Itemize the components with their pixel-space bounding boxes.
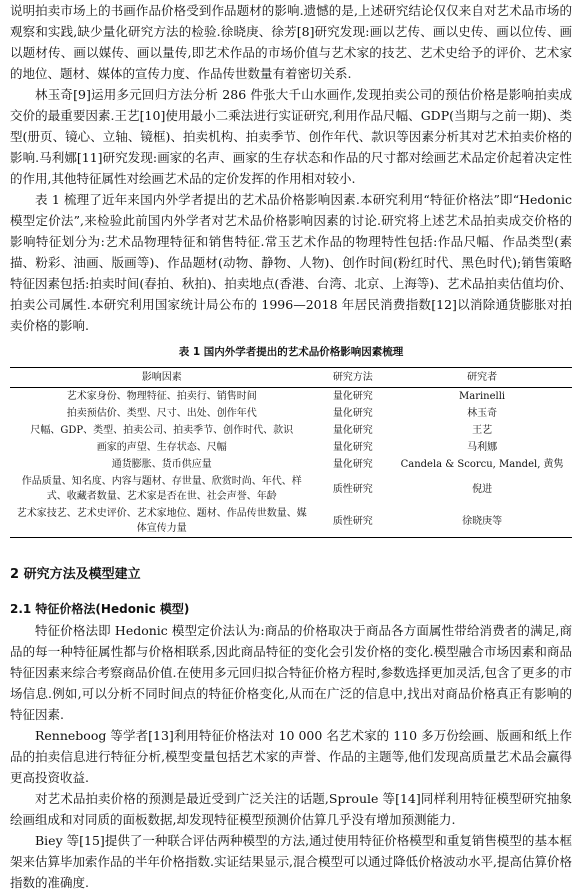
paper-page: [10, 0, 572, 893]
table-cell: 质性研究: [332, 483, 373, 495]
subsection-title: 2.1 特征价格法(Hedonic 模型): [10, 602, 190, 616]
table-cell: 通货膨胀、货币供应量: [111, 459, 212, 470]
table-cell: 王艺: [472, 425, 493, 436]
table-cell: 林玉奇: [467, 408, 498, 419]
table-header: 研究者: [392, 368, 572, 388]
table-cell: 马利娜: [467, 442, 498, 453]
table-row: [10, 473, 572, 505]
table-row: [10, 439, 572, 456]
table-cell: 画家的声望、生存状态、尺幅: [96, 442, 227, 453]
table-cell: 作品质量、知名度、内容与题材、存世量、欣赏时尚、年代、样式、收藏者数量、艺术家是否在世、社会声誉、年龄: [21, 476, 302, 502]
factors-table: [10, 367, 572, 538]
table-row: [10, 422, 572, 439]
table-cell: Marinelli: [459, 391, 506, 402]
table-cell: 倪进: [472, 483, 493, 495]
paragraph: 特征价格法即 Hedonic 模型定价法认为:商品的价格取决于商品各方面属性带给消费者的满足,商品的每一种特征属性都与价格相联系,因此商品特征的变化会引发价格的变化.模型融合市场因素和商品特征因素来综合考察商品价值.在使用多元回归拟合特征价格方程时,参数选择更加灵活,包含了更多的市场信息.例如,可以分析不同时间点的特征价格变化,从而在广泛的信息中,找出对商品价格真正有影响的特征因素.: [10, 623, 572, 722]
table-row: [10, 456, 572, 473]
table-cell: 艺术家技艺、艺术史评价、艺术家地位、题材、作品传世数量、媒体宣传力量: [10, 505, 313, 538]
table-row: [10, 388, 572, 406]
table-cell: 量化研究: [332, 442, 373, 453]
paragraph: 表 1 梳理了近年来国内外学者提出的艺术品价格影响因素.本研究利用“特征价格法”即“Hedonic 模型定价法”,来检验此前国内外学者对艺术品价格影响因素的讨论.研究将上述艺术品拍卖成交价格的影响特征划分为:艺术品物理特征和销售特征.常玉艺术作品的物理特性包括:作品尺幅、作品类型(素描、粉彩、油画、版画等)、作品题材(动物、静物、人物)、创作时间(粉红时代、黑色时代);销售策略特征因素包括:拍卖时间(春拍、秋拍)、拍卖地点(香港、台湾、北京、上海等)、艺术品拍卖估值均价、拍卖公司属性.本研究利用国家统计局公布的 1996—2018 年居民消费指数[12]以消除通货膨胀对拍卖价格的影响.: [10, 192, 572, 333]
table-caption: 表 1 国内外学者提出的艺术品价格影响因素梳理: [178, 346, 404, 358]
table-cell: 拍卖预估价、类型、尺寸、出处、创作年代: [66, 408, 257, 419]
table-header: 影响因素: [10, 368, 313, 388]
table-cell: 量化研究: [332, 459, 373, 470]
table-header-row: [10, 368, 572, 388]
table-cell: 质性研究: [313, 505, 392, 538]
table-cell: 艺术家身份、物理特征、拍卖行、销售时间: [66, 391, 257, 402]
table-cell: 量化研究: [332, 425, 373, 436]
table-cell: 尺幅、GDP、类型、拍卖公司、拍卖季节、创作时代、款识: [30, 425, 294, 436]
paragraph: 说明拍卖市场上的书画作品价格受到作品题材的影响.遗憾的是,上述研究结论仅仅来自对艺术品市场的观察和实践,缺少量化研究方法的检验.徐晓庚、徐芳[8]研究发现:画以艺传、画以史传、画以位传、画以题材传、画以媒传、画以量传,即艺术作品的市场价值与艺术家的技艺、艺术史给予的评价、艺术家的地位、题材、媒体的宣传力度、作品传世数量有着密切关系.: [10, 3, 572, 81]
table-row: [10, 405, 572, 422]
paragraph: 林玉奇[9]运用多元回归方法分析 286 件张大千山水画作,发现拍卖公司的预估价格是影响拍卖成交价的最重要因素.王艺[10]使用最小二乘法进行实证研究,利用作品尺幅、GDP(当期与之前一期)、类型(册页、镜心、立轴、镜框)、拍卖机构、拍卖季节、创作年代、款识等因素分析其对艺术拍卖价格的影响.马利娜[11]研究发现:画家的名声、画家的生存状态和作品的尺寸都对绘画艺术品定价起着决定性的作用,其他特征属性对绘画艺术品的定价发挥的作用相对较小.: [10, 87, 572, 186]
paragraph: Biey 等[15]提供了一种联合评估两种模型的方法,通过使用特征价格模型和重复销售模型的基本框架来估算毕加索作品的半年价格指数.实证结果显示,混合模型可以通过降低价格波动水平,提高估算价格指数的准确度.: [10, 833, 572, 890]
paragraph: 对艺术品拍卖价格的预测是最近受到广泛关注的话题,Sproule 等[14]同样利用特征模型研究抽象绘画组成和对同质的面板数据,却发现特征模型预测价估算几乎没有增加预测能力.: [10, 791, 572, 827]
table-header: 研究方法: [313, 368, 392, 388]
table-cell: 量化研究: [332, 408, 373, 419]
table-cell: 量化研究: [332, 391, 373, 402]
paragraph: Renneboog 等学者[13]利用特征价格法对 10 000 名艺术家的 110 多万份绘画、版画和纸上作品的拍卖信息进行特征分析,模型变量包括艺术家的声誉、作品的主题等,他们发现高质量艺术品会赢得更高投资收益.: [10, 728, 572, 785]
section-title: 2 研究方法及模型建立: [10, 567, 141, 582]
table-row: [10, 505, 572, 538]
table-cell: Candela & Scorcu, Mandel, 黄隽: [400, 459, 564, 470]
table-cell: 徐晓庚等: [392, 505, 572, 538]
